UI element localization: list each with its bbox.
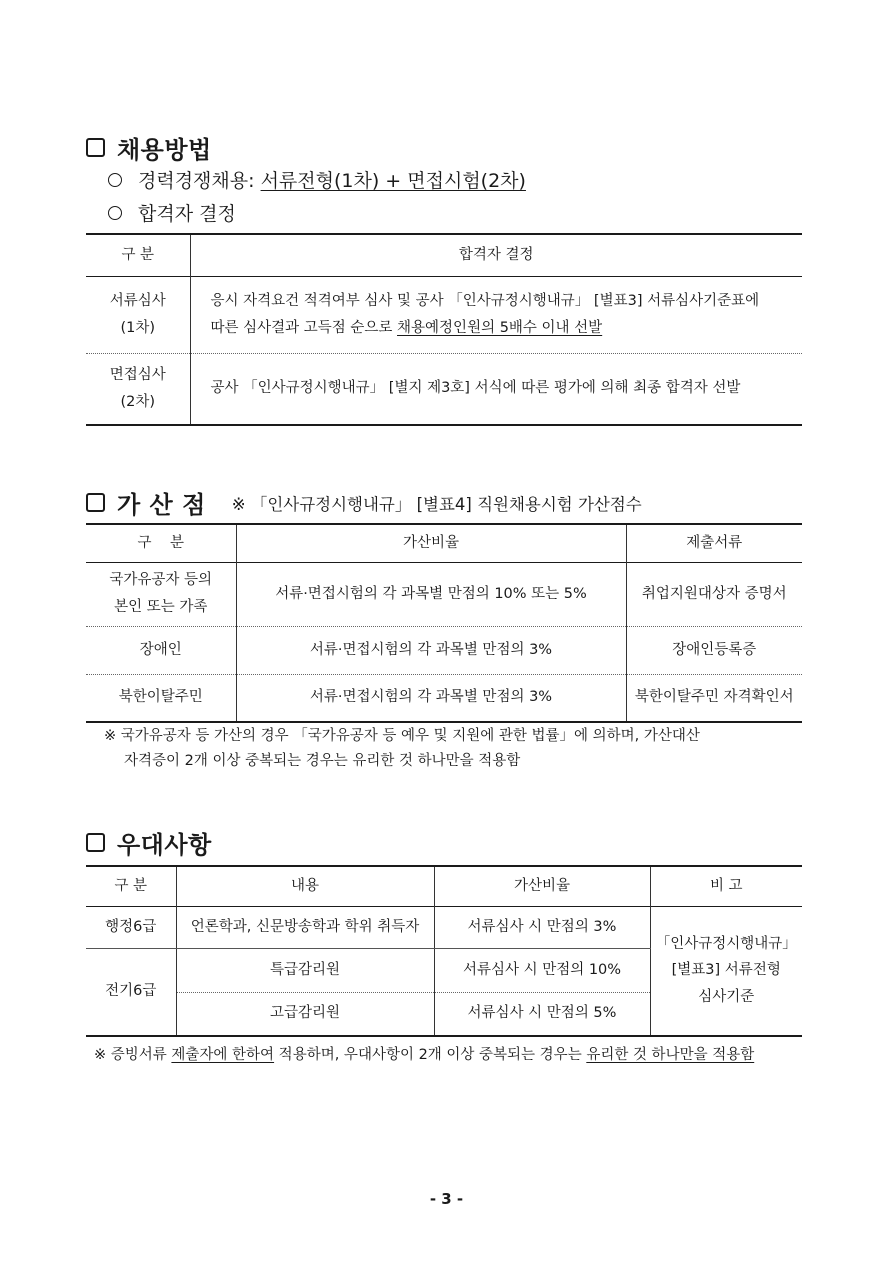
table-header: 구 분 [86,524,236,562]
table-header: 합격자 결정 [190,234,802,276]
table-cell: 서류·면접시험의 각 과목별 만점의 3% [236,674,626,722]
bullet-hiring-type [108,166,526,193]
table-row-label [86,276,190,353]
bullet-text: 합격자 결정 [138,203,236,225]
section-title-text: 채용방법 [117,136,212,164]
table-cell: 취업지원대상자 증명서 [626,562,802,626]
footnote-line: ※ 국가유공자 등 가산의 경우 「국가유공자 등 예우 및 지원에 관한 법률」에 의하며, 가산대산 [104,728,700,744]
pass-decision-table [86,233,802,426]
table-header: 구 분 [86,234,190,276]
footnote-underlined-text: 유리한 것 하나만을 적용함 [586,1047,755,1063]
bullet-pass-decision [108,199,236,226]
cell-text: 따른 심사결과 고득점 순으로 [210,319,398,336]
section-title-bonus-points [86,485,642,520]
bonus-points-table [86,523,802,723]
label-line: 국가유공자 등의 [109,572,213,589]
footnote-text: ※ 증빙서류 [94,1047,172,1063]
footnote-line: 자격증이 2개 이상 중복되는 경우는 유리한 것 하나만을 적용함 [124,753,521,770]
table-cell: 서류심사 시 만점의 10% [434,948,650,992]
table-row-label [86,562,236,626]
table-row-label [86,353,190,425]
note-line: 「인사규정시행내규」 [655,935,797,952]
section-title-text: 가 산 점 [117,491,206,519]
bullet-text: 경력경쟁채용: [138,170,261,192]
table-cell: 서류심사 시 만점의 3% [434,906,650,948]
circle-bullet-icon [108,173,122,187]
label-line: (1차) [120,319,156,336]
table-header: 가산비율 [236,524,626,562]
table-cell [190,276,802,353]
checkbox-square-icon [86,493,105,512]
footnote-underlined-text: 제출자에 한하여 [171,1047,275,1063]
cell-underlined-text: 채용예정인원의 5배수 이내 선발 [397,319,603,336]
checkbox-square-icon [86,833,105,852]
table-cell: 특급감리원 [176,948,434,992]
table-cell: 장애인등록증 [626,626,802,674]
section-title-text: 우대사항 [117,831,212,859]
table-header: 내용 [176,866,434,906]
label-line: 면접심사 [109,366,166,383]
table-cell: 북한이탈주민 자격확인서 [626,674,802,722]
table-cell: 서류·면접시험의 각 과목별 만점의 10% 또는 5% [236,562,626,626]
table-header: 구 분 [86,866,176,906]
circle-bullet-icon [108,206,122,220]
table-row-label: 전기6급 [86,948,176,1036]
table-row-label: 장애인 [139,641,182,658]
table-row-label: 북한이탈주민 [118,689,203,706]
table-header: 가산비율 [434,866,650,906]
table-header: 제출서류 [626,524,802,562]
bonus-footnote [104,724,804,775]
bullet-underlined-text: 서류전형(1차) + 면접시험(2차) [260,170,526,192]
table-cell: 서류심사 시 만점의 5% [434,992,650,1036]
cell-line: 응시 자격요건 적격여부 심사 및 공사 「인사규정시행내규」 [별표3] 서류심사기준표에 [210,292,760,309]
table-cell: 공사 「인사규정시행내규」 [별지 제3호] 서식에 따른 평가에 의해 최종 합격자 선발 [190,353,802,425]
table-row-label: 행정6급 [86,906,176,948]
cell-line [211,315,803,342]
table-cell: 언론학과, 신문방송학과 학위 취득자 [176,906,434,948]
label-line: (2차) [120,393,156,410]
note-line: 심사기준 [698,989,755,1006]
footnote-text: 적용하며, 우대사항이 2개 이상 중복되는 경우는 [274,1047,587,1063]
table-note-cell [650,906,802,1036]
section-title-preferences [86,825,212,860]
section-note: ※ 「인사규정시행내규」 [별표4] 직원채용시험 가산점수 [231,494,642,514]
preferences-footnote [94,1043,814,1068]
table-header: 비 고 [650,866,802,906]
note-line: [별표3] 서류전형 [671,962,781,979]
checkbox-square-icon [86,138,105,157]
page-number: - 3 - [429,1190,464,1208]
table-cell: 고급감리원 [176,992,434,1036]
table-cell: 서류·면접시험의 각 과목별 만점의 3% [236,626,626,674]
label-line: 서류심사 [109,292,166,309]
preferences-table [86,865,802,1037]
section-title-recruitment-method [86,130,212,165]
label-line: 본인 또는 가족 [114,599,208,615]
